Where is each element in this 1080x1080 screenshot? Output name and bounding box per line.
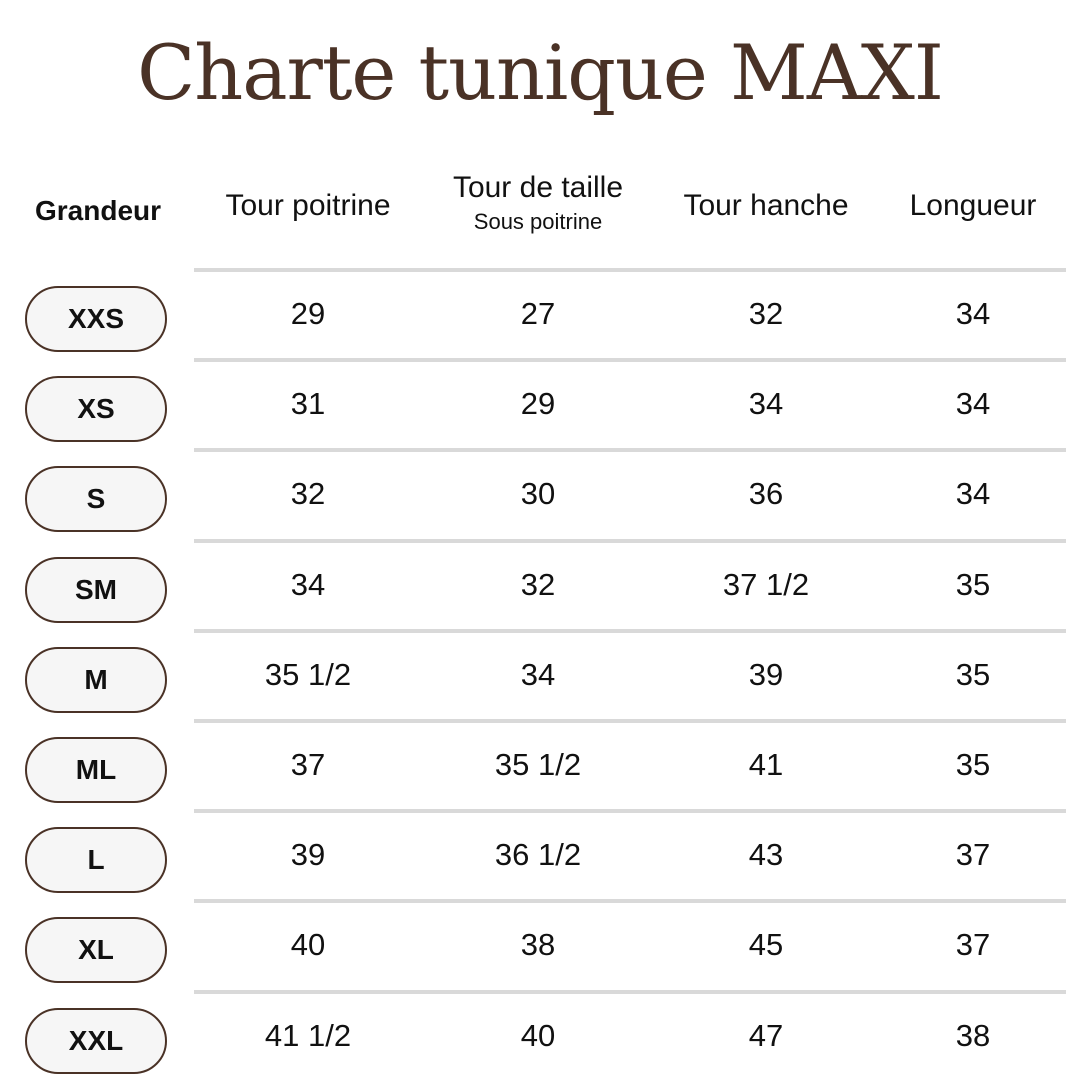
cell-length: 37 [955,837,991,872]
cell-waist: 27 [520,296,556,331]
header-hip: Tour hanche [683,189,849,222]
page-title: Charte tunique MAXI [137,28,943,117]
size-badge: XXL [25,1008,167,1074]
cell-hip: 34 [748,386,784,421]
cell-length: 35 [955,747,991,782]
table-row [0,723,1080,813]
table-row [0,903,1080,993]
table-row [0,994,1080,1080]
cell-hip: 41 [748,747,784,782]
cell-waist: 38 [520,927,556,962]
cell-waist: 32 [520,567,556,602]
cell-hip: 39 [748,657,784,692]
size-badge: S [25,466,167,532]
table-row [0,452,1080,542]
cell-chest: 31 [290,386,326,421]
cell-hip: 45 [748,927,784,962]
size-badge: XS [25,376,167,442]
cell-chest: 39 [290,837,326,872]
cell-chest: 32 [290,476,326,511]
cell-chest: 37 [290,747,326,782]
table-row [0,633,1080,723]
size-badge: XXS [25,286,167,352]
header-waist-sub: Sous poitrine [473,209,603,234]
cell-length: 35 [955,567,991,602]
table-row [0,813,1080,903]
table-row [0,362,1080,452]
header-chest: Tour poitrine [225,189,391,222]
cell-waist: 30 [520,476,556,511]
cell-waist: 36 1/2 [494,837,582,872]
header-waist [423,170,653,236]
cell-chest: 41 1/2 [264,1018,352,1053]
table-row [0,543,1080,633]
cell-chest: 29 [290,296,326,331]
cell-waist: 29 [520,386,556,421]
cell-hip: 47 [748,1018,784,1053]
size-badge: ML [25,737,167,803]
cell-length: 34 [955,386,991,421]
size-badge: SM [25,557,167,623]
cell-length: 34 [955,296,991,331]
header-size: Grandeur [34,195,162,226]
cell-chest: 35 1/2 [264,657,352,692]
cell-waist: 40 [520,1018,556,1053]
cell-hip: 32 [748,296,784,331]
size-badge: XL [25,917,167,983]
cell-chest: 40 [290,927,326,962]
cell-hip: 43 [748,837,784,872]
cell-length: 37 [955,927,991,962]
cell-hip: 36 [748,476,784,511]
cell-waist: 34 [520,657,556,692]
header-waist-label: Tour de taille [452,171,624,204]
cell-waist: 35 1/2 [494,747,582,782]
cell-hip: 37 1/2 [722,567,810,602]
cell-length: 38 [955,1018,991,1053]
header-length: Longueur [909,189,1037,222]
size-badge: L [25,827,167,893]
cell-length: 34 [955,476,991,511]
cell-length: 35 [955,657,991,692]
table-row [0,272,1080,362]
size-badge: M [25,647,167,713]
cell-chest: 34 [290,567,326,602]
